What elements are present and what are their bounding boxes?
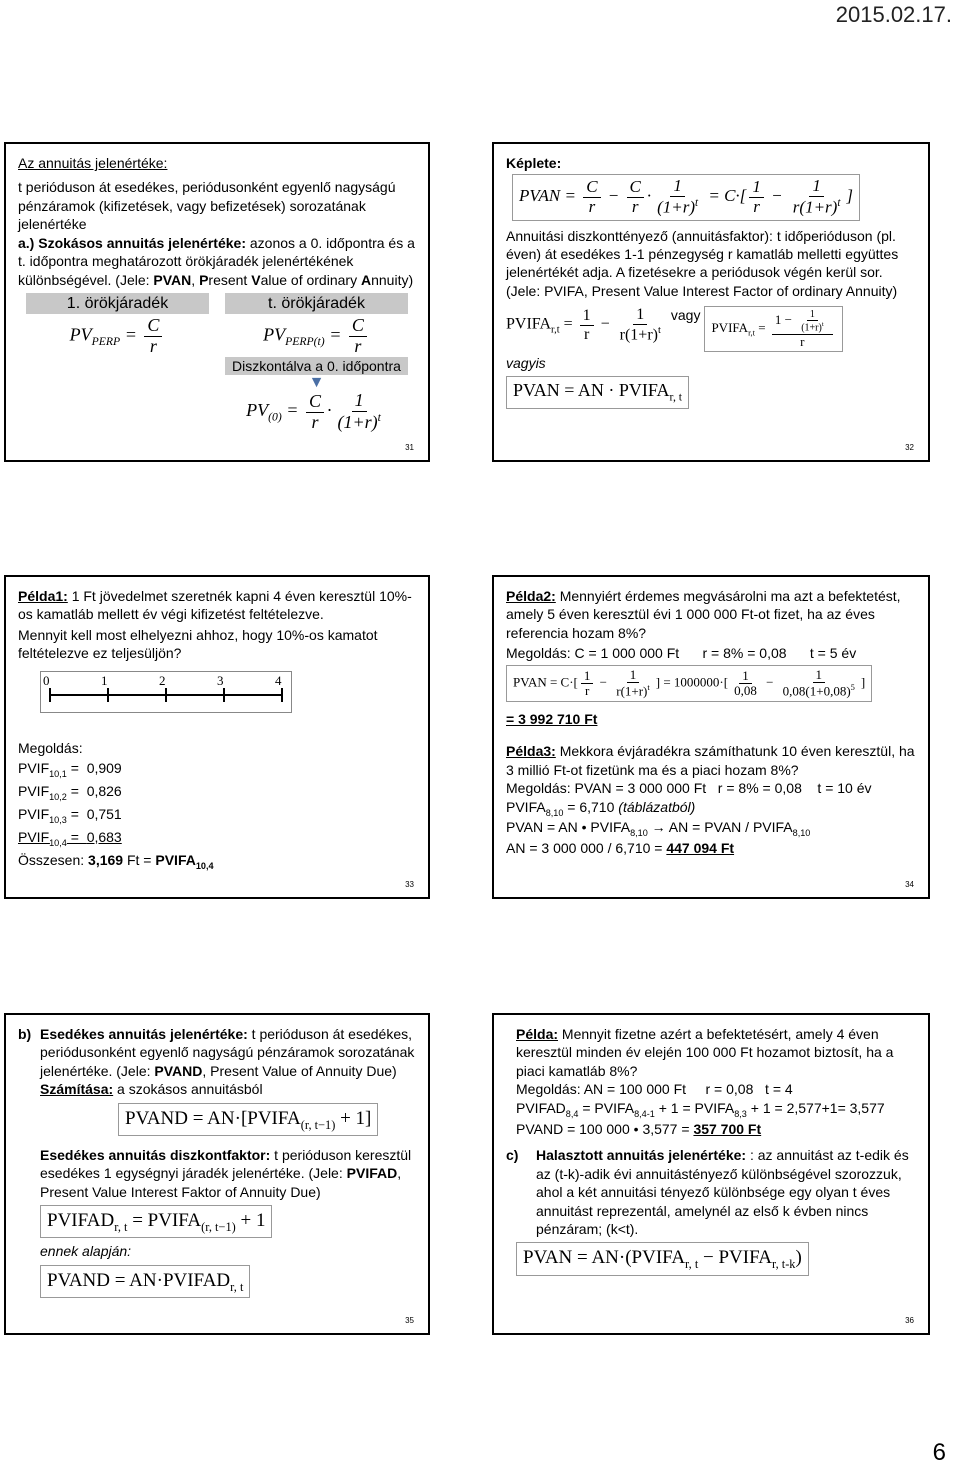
formula-pvan: PVAN = $\frac{C}{r}$ − $\frac{C}{r}$ · $\frac{1}{(1+r)^t}$ = C·[ $\frac{1}{r}$ − $\frac{1}{r(1+r)^t}$ ]	[512, 174, 860, 220]
example-3	[506, 742, 916, 779]
slide-number: 31	[405, 443, 414, 453]
text: 1 Ft jövedelmet szeretnék kapni 4 éven keresztül 10%-os kamatláb mellett év végi kifizetést feltételezve.	[18, 588, 412, 623]
timeline	[40, 671, 292, 713]
text: PVIFA	[155, 851, 196, 868]
subheading: a.) Szokásos annuitás jelenértéke:	[18, 234, 246, 251]
formula-pvifa-2: $PVIFA_{r,t}$ = 1 − $\frac{1}{(1+r)^t}$ r	[704, 306, 842, 352]
formula-pvan-an: PVAN = AN · $PVIFA_{r, t}$	[506, 376, 689, 408]
text: Mennyiért érdemes megvásárolni ma azt a befektetést, amely 5 éven keresztül évi 1 000 000 Ft-ot fizet, ha az éves referencia hozam 8%?	[506, 588, 901, 641]
formula-pvand: PVAND = $AN\cdot[PVIFA_{(r, t-1)} + 1]$	[118, 1103, 378, 1136]
slide-number: 34	[905, 880, 914, 890]
subheading: Számítása:	[40, 1081, 114, 1098]
section-label: c)	[506, 1147, 519, 1164]
perp-col-2	[225, 293, 408, 433]
text: a szokásos annuitásból	[113, 1081, 263, 1098]
example-label: Példa:	[516, 1026, 559, 1042]
formula-pv-perp-t: $PV_{PERP(t)}$ = $\frac{C}{r}$	[225, 316, 408, 357]
slide-number: 32	[905, 443, 914, 453]
pvifa-line	[506, 798, 916, 819]
subheading: Annuitási diszkonttényező (annuitásfaktor):	[506, 227, 773, 244]
text: nnuity)	[371, 271, 414, 288]
text: = PVIFA	[578, 1099, 635, 1116]
tick-label: 3	[217, 672, 224, 688]
subheading: Halasztott annuitás jelenértéke:	[536, 1147, 747, 1164]
subscript: 8,10	[792, 828, 811, 839]
arrow-down-icon: ▼	[308, 374, 325, 392]
text: + 1 = PVIFA	[654, 1099, 735, 1116]
text: PVIFA	[506, 798, 546, 815]
tick-label: 2	[159, 672, 166, 688]
text	[536, 1146, 916, 1238]
subscript: 10,4	[195, 860, 214, 871]
paragraph	[40, 1146, 416, 1201]
timeline-tick	[223, 688, 225, 702]
solution: Megoldás: PVAN = 3 000 000 Ft r = 8% = 0,08 t = 10 év	[506, 780, 872, 797]
solution-label: Megoldás:	[18, 739, 83, 756]
text: resent	[208, 271, 252, 288]
text: (táblázatból)	[618, 798, 696, 815]
header-date: 2015.02.17.	[835, 2, 952, 27]
formula-pvifad: $PVIFAD_{r, t}$ = $PVIFA_{(r, t-1)} + 1$	[40, 1205, 272, 1238]
an-line	[506, 818, 916, 839]
example-label: Példa3:	[506, 743, 556, 760]
pvif-row: $PVIF_{10,2} = 0,826$	[18, 783, 122, 802]
text: , Present Value Interest Faktor of Annuity Due)	[40, 1165, 402, 1200]
example-2	[506, 587, 916, 642]
col-head: 1. örökjáradék	[26, 293, 209, 314]
page-number: 6	[932, 1439, 946, 1466]
perpetuity-compare	[18, 293, 416, 433]
subheading: Esedékes annuitás jelenértéke:	[40, 1026, 248, 1042]
slide-title: Az annuitás jelenértéke:	[18, 155, 168, 171]
slide-33	[4, 575, 430, 899]
calc	[40, 1080, 416, 1098]
pvif-value: 0,826	[86, 783, 122, 800]
slide-32	[492, 142, 930, 462]
text: ennek alapján:	[40, 1243, 132, 1260]
pvif-row: $PVIF_{10,3} = 0,751$	[18, 805, 122, 825]
section-label: b)	[18, 1026, 32, 1042]
tick-label: 0	[43, 672, 50, 688]
text: , Present Value of Annuity Due)	[202, 1062, 397, 1079]
tick-label: 4	[275, 672, 282, 688]
timeline-tick	[49, 688, 51, 702]
formula-pvan-deferred: PVAN = $AN\cdot(PVIFA_{r, t}$ − $PVIFA_{r, t-k}$)	[516, 1242, 809, 1275]
slide-31	[4, 142, 430, 462]
slide-35	[4, 1013, 430, 1335]
subscript: 10,1	[49, 769, 67, 780]
text: PVAN = AN • PVIFA	[506, 819, 631, 836]
example-label: Példa2:	[506, 588, 556, 604]
perp-col-1	[26, 293, 209, 433]
timeline-tick	[107, 688, 109, 702]
formula-pvan-example: PVAN = C·[ $\frac{1}{r}$ − $\frac{1}{r(1+r)^t}$ ] = 1000000·[ $\frac{1}{0,08}$ − $\frac{1}{0,08(1+0,08)^5}$ ]	[506, 665, 872, 702]
question: Mennyit kell most elhelyezni ahhoz, hogy 10%-os kamatot feltételezve ez teljesüljön?	[18, 626, 378, 662]
text: alue of ordinary	[260, 271, 361, 288]
result: 447 094 Ft	[666, 840, 735, 857]
pvifad-line	[516, 1099, 916, 1120]
example-1	[18, 587, 416, 624]
text: AN = 3 000 000 / 6,710 =	[506, 840, 667, 857]
subscript: 10,4	[49, 837, 67, 848]
text: Mennyit fizetne azért a befektetésért, amely 4 éven keresztül minden év elején 100 000 Ft hozamot biztosít, ha a piaci kamatláb 8%?	[516, 1026, 894, 1079]
tick-label: 1	[101, 672, 108, 688]
pvif-value: 0,751	[86, 805, 122, 822]
example	[516, 1025, 916, 1080]
text: ,	[191, 271, 200, 288]
formula-pvifa-1: $PVIFA_{r,t}$ = $\frac{1}{r}$ − $\frac{1}{r(1+r)^t}$	[506, 306, 661, 344]
timeline-tick	[165, 688, 167, 702]
formula-pvand-2: PVAND = $AN\cdot PVIFAD_{r, t}$	[40, 1265, 250, 1298]
thus-label: vagyis	[506, 355, 546, 371]
text: Ft =	[123, 851, 156, 868]
text: PVAND	[154, 1062, 203, 1079]
timeline-tick	[281, 688, 283, 702]
text: t perióduson keresztül esedékes 1 egységnyi járadék jelenértéke. (Jele:	[40, 1146, 412, 1182]
col-head: t. örökjáradék	[225, 293, 408, 314]
subscript: 10,2	[49, 791, 67, 802]
text: = 6,710	[563, 798, 619, 815]
text: t perióduson át esedékes, periódusonként egyenlő nagyságú pénzáramok sorozatának jelenértéke. (Jele:	[40, 1026, 415, 1079]
slide-number: 33	[405, 880, 414, 890]
section-c	[506, 1146, 916, 1238]
subscript: 8,4-1	[634, 1108, 655, 1119]
an-result-line	[506, 839, 916, 857]
result: = 3 992 710 Ft	[506, 710, 598, 727]
paragraph	[506, 227, 916, 301]
discount-label: Diszkontálva a 0. időpontra	[225, 357, 408, 375]
text: PVAND = 100 000 • 3,577 =	[516, 1120, 694, 1137]
paragraph	[18, 234, 416, 289]
formula-pv0: $PV_{(0)}$ = $\frac{C}{r}$ · $\frac{1}{(1+r)^t}$	[246, 390, 381, 433]
subscript: 8,10	[630, 828, 648, 839]
paragraph: t perióduson át esedékes, periódusonként egyenlő nagyságú pénzáramok (kifizetések, vagy befizetések) sorozatának jelenértéke	[18, 179, 396, 233]
slide-34	[492, 575, 930, 899]
total-value: 3,169	[88, 851, 124, 868]
text: PVAN	[153, 271, 192, 288]
pvif-value: 0,683	[86, 828, 122, 845]
text: Összesen:	[18, 851, 89, 868]
or-label: vagy	[670, 307, 701, 324]
text: t időperióduson (pl. éven) át esedékes 1-1 pénzegység r kamatláb melletti együttes jelenértékét adja. A fizetésekre a periódusok végén kerül sor. (Jele:	[506, 227, 899, 299]
slide-number: 35	[405, 1316, 414, 1326]
formula-pv-perp: $PV_{PERP}$ = $\frac{C}{r}$	[26, 316, 209, 357]
pvif-row: $PVIF_{10,4} = 0,683$	[18, 828, 122, 848]
text: → AN = PVAN / PVIFA	[647, 819, 793, 836]
text: PVIFA	[544, 282, 584, 299]
text	[40, 1025, 416, 1080]
slide-number: 36	[905, 1316, 914, 1326]
formula-heading: Képlete:	[506, 155, 562, 171]
text: V	[251, 271, 261, 288]
total-row	[18, 851, 416, 872]
text: : az annuitást az t-edik és az (t-k)-adik évi annuitástényező különbségével szorozzuk, ahol a két annuitási tényező különbsége egy olyan t éves annuitást reprezentál, amelynél az első k évben nincs pénzáram; (k<t).	[536, 1147, 909, 1238]
text: Mekkora évjáradékra számíthatunk 10 éven keresztül, ha 3 millió Ft-ot fizetünk ma és a piaci hozam 8%?	[506, 743, 915, 778]
text: PVIFAD	[516, 1099, 566, 1116]
section-b	[18, 1025, 416, 1080]
text: P	[199, 271, 209, 288]
solution: Megoldás: AN = 100 000 Ft r = 0,08 t = 4	[516, 1081, 793, 1098]
subscript: 8,3	[734, 1108, 747, 1119]
text: A	[360, 271, 372, 288]
subscript: 8,10	[545, 807, 564, 818]
text: PVIFAD	[346, 1165, 398, 1182]
subheading: Esedékes annuitás diszkontfaktor:	[40, 1146, 271, 1163]
pvand-line	[516, 1120, 916, 1138]
subscript: 10,3	[49, 814, 67, 825]
solution: Megoldás: C = 1 000 000 Ft r = 8% = 0,08 t = 5 év	[506, 645, 857, 662]
result: 357 700 Ft	[693, 1120, 762, 1137]
text: azonos a 0. időpontra és a t. időpontra meghatározott örökjáradék jelenértékének különbségével. (Jele:	[18, 234, 415, 288]
pvif-row: $PVIF_{10,1} = 0,909$	[18, 760, 122, 780]
text: + 1 = 2,577+1= 3,577	[746, 1099, 885, 1116]
formula-row	[506, 306, 916, 352]
slide-36	[492, 1013, 930, 1335]
subscript: 8,4	[565, 1108, 579, 1119]
pvif-value: 0,909	[86, 760, 122, 777]
text: , Present Value Interest Factor of ordinary Annuity)	[583, 282, 898, 299]
example-label: Példa1:	[18, 588, 68, 604]
